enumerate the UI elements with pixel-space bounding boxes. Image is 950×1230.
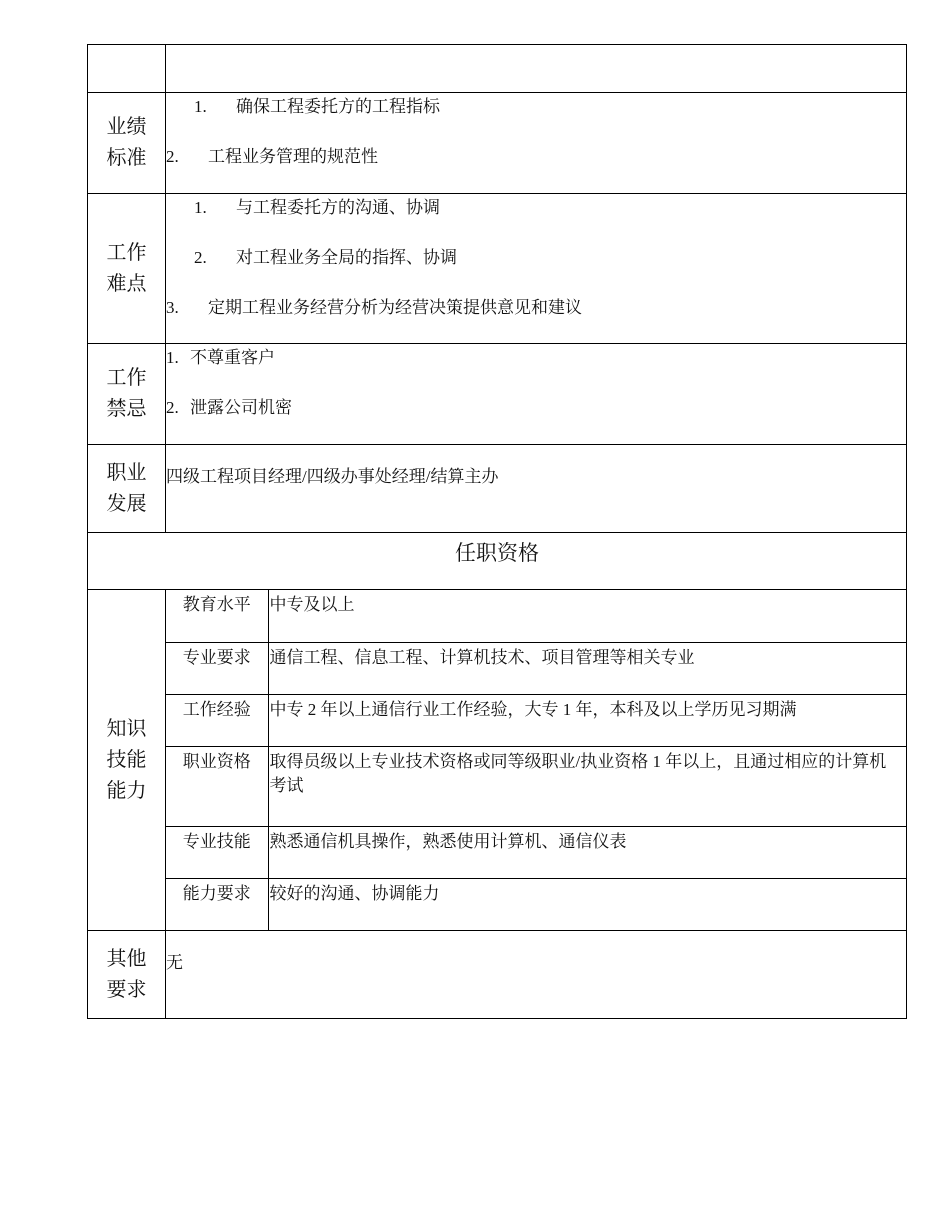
qualification-item-value: 中专及以上 — [268, 590, 906, 642]
item-number: 2. — [166, 398, 179, 417]
item-text: 与工程委托方的沟通、协调 — [236, 198, 440, 217]
table-row — [166, 826, 906, 878]
other-row — [88, 931, 907, 1019]
qualification-item-name: 教育水平 — [166, 590, 268, 642]
item-text: 工程业务管理的规范性 — [208, 147, 378, 166]
qualification-group-label: 知识技能能力 — [88, 590, 166, 931]
table-row — [166, 694, 906, 746]
list-item — [166, 296, 906, 320]
blank-row — [88, 45, 907, 93]
item-text: 对工程业务全局的指挥、协调 — [236, 248, 457, 267]
career-text: 四级工程项目经理/四级办事处经理/结算主办 — [166, 467, 499, 486]
performance-row — [88, 93, 907, 194]
blank-label-cell — [88, 45, 166, 93]
item-text: 定期工程业务经营分析为经营决策提供意见和建议 — [208, 298, 582, 317]
list-item — [166, 396, 906, 420]
blank-content-cell — [166, 45, 907, 93]
list-item — [166, 95, 906, 119]
item-number: 2. — [166, 147, 179, 166]
qualification-item-name: 专业要求 — [166, 642, 268, 694]
taboo-content — [166, 344, 907, 445]
list-item — [166, 196, 906, 220]
table-row — [166, 590, 906, 642]
difficulty-row — [88, 194, 907, 344]
item-number: 1. — [194, 198, 207, 217]
item-text: 泄露公司机密 — [190, 398, 292, 417]
qualification-item-name: 职业资格 — [166, 746, 268, 826]
table-row — [166, 642, 906, 694]
performance-content — [166, 93, 907, 194]
qualification-item-name: 专业技能 — [166, 826, 268, 878]
qualification-item-value: 取得员级以上专业技术资格或同等级职业/执业资格 1 年以上，且通过相应的计算机考试 — [268, 746, 906, 826]
qualification-item-value: 通信工程、信息工程、计算机技术、项目管理等相关专业 — [268, 642, 906, 694]
list-item — [166, 145, 906, 169]
table-row — [166, 878, 906, 930]
qualification-title: 任职资格 — [88, 533, 907, 590]
qualification-title-row — [88, 533, 907, 590]
qualification-item-value: 熟悉通信机具操作，熟悉使用计算机、通信仪表 — [268, 826, 906, 878]
difficulty-content — [166, 194, 907, 344]
item-number: 3. — [166, 298, 179, 317]
item-text: 确保工程委托方的工程指标 — [236, 97, 440, 116]
qualification-details — [166, 590, 907, 931]
other-content — [166, 931, 907, 1019]
career-row — [88, 445, 907, 533]
difficulty-label: 工作难点 — [88, 194, 166, 344]
other-text: 无 — [166, 953, 183, 972]
table-row — [166, 746, 906, 826]
taboo-label: 工作禁忌 — [88, 344, 166, 445]
qualification-item-value: 较好的沟通、协调能力 — [269, 883, 440, 903]
career-content — [166, 445, 907, 533]
qualification-row — [88, 590, 907, 931]
item-text: 不尊重客户 — [190, 348, 275, 367]
item-number: 1. — [194, 97, 207, 116]
list-item — [166, 346, 906, 370]
taboo-row — [88, 344, 907, 445]
item-number: 2. — [194, 248, 207, 267]
other-label: 其他要求 — [88, 931, 166, 1019]
qualification-item-name: 工作经验 — [166, 694, 268, 746]
item-number: 1. — [166, 348, 179, 367]
career-label: 职业发展 — [88, 445, 166, 533]
qualification-item-name: 能力要求 — [166, 878, 268, 930]
performance-label: 业绩标准 — [88, 93, 166, 194]
qualification-item-value: 中专 2 年以上通信行业工作经验，大专 1 年，本科及以上学历见习期满 — [268, 694, 906, 746]
job-description-table — [87, 44, 907, 1019]
list-item — [166, 246, 906, 270]
